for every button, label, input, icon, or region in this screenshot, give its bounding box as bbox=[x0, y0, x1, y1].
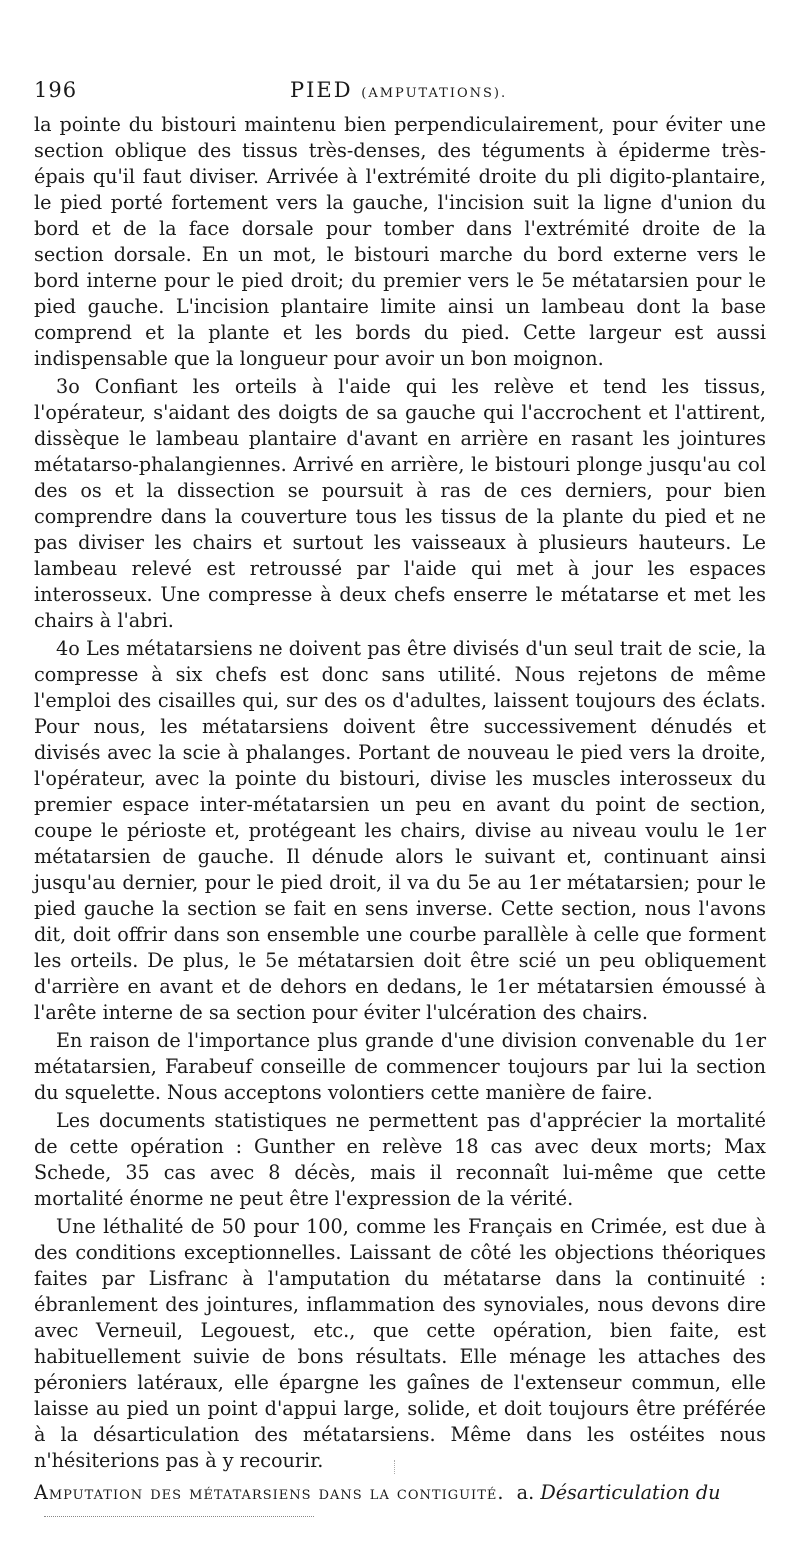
running-title bbox=[290, 78, 507, 102]
scan-mark bbox=[394, 1460, 396, 1474]
paragraph-farabeuf: En raison de l'importance plus grande d'une division convenable du 1er métatarsien, Farabeuf conseille de commencer toujours par lui la section du squelette. Nous acceptons volontiers cette manière de faire. bbox=[34, 1029, 766, 1104]
paragraph-statistics: Les documents statistiques ne permettent pas d'apprécier la mortalité de cette opération : Gunther en relève 18 cas avec deux morts; Max Schede, 35 cas avec 8 décès, mais il reconnaît lui-même que cette mortalité énorme ne peut être l'expression de la vérité. bbox=[34, 1109, 766, 1210]
body-text bbox=[34, 112, 766, 1506]
section-heading-letter: a. bbox=[516, 1481, 535, 1504]
paragraph-incision: la pointe du bistouri maintenu bien perpendiculairement, pour éviter une section oblique des tissus très-denses, des téguments à épiderme très-épais qu'il faut diviser. Arrivée à l'extrémité droite du pli digito-plantaire, le pied porté fortement vers la gauche, l'incision suit la ligne d'union du bord et de la face dorsale pour tomber dans l'extrémité droite de la section dorsale. En un mot, le bistouri marche du bord externe vers le bord interne pour le pied droit; du premier vers le 5e métatarsien pour le pied gauche. L'incision plantaire limite ainsi un lambeau dont la base comprend et la plante et les bords du pied. Cette largeur est aussi indispensable que la longueur pour avoir un bon moignon. bbox=[34, 113, 766, 370]
book-page bbox=[34, 78, 766, 1506]
page-number: 196 bbox=[34, 78, 78, 102]
running-head bbox=[34, 78, 766, 112]
paragraph-step-4: 4o Les métatarsiens ne doivent pas être divisés d'un seul trait de scie, la compresse à six chefs est donc sans utilité. Nous rejetons de même l'emploi des cisailles qui, sur des os d'adultes, laissent toujours des éclats. Pour nous, les métatarsiens doivent être successivement dénudés et divisés avec la scie à phalanges. Portant de nouveau le pied vers la droite, l'opérateur, avec la pointe du bistouri, divise les muscles interosseux du premier espace inter-métatarsien un peu en avant du point de section, coupe le périoste et, protégeant les chairs, divise au niveau voulu le 1er métatarsien de gauche. Il dénude alors le suivant et, continuant ainsi jusqu'au dernier, pour le pied droit, il va du 5e au 1er métatarsien; pour le pied gauche la section se fait en sens inverse. Cette section, nous l'avons dit, doit offrir dans son ensemble une courbe parallèle à celle que forment les orteils. De plus, le 5e métatarsien doit être scié un peu obliquement d'arrière en avant et de dehors en dedans, le 1er métatarsien émoussé à l'arête interne de sa section pour éviter l'ulcération des chairs. bbox=[34, 637, 766, 1024]
paragraph-step-3: 3o Confiant les orteils à l'aide qui les relève et tend les tissus, l'opérateur, s'aidant des doigts de sa gauche qui l'accrochent et l'attirent, dissèque le lambeau plantaire d'avant en arrière en rasant les jointures métatarso-phalangiennes. Arrivé en arrière, le bistouri plonge jusqu'au col des os et la dissection se poursuit à ras de ces derniers, pour bien comprendre dans la couverture tous les tissus de la plante du pied et ne pas diviser les chairs et surtout les vaisseaux à plusieurs hauteurs. Le lambeau relevé est retroussé par l'aide qui met à jour les espaces interosseux. Une compresse à deux chefs enserre le métatarse et met les chairs à l'abri. bbox=[34, 375, 766, 632]
paragraph-lethality: Une léthalité de 50 pour 100, comme les Français en Crimée, est due à des conditions exceptionnelles. Laissant de côté les objections théoriques faites par Lisfranc à l'amputation du métatarse dans la continuité : ébranlement des jointures, inflammation des synoviales, nous devons dire avec Verneuil, Legouest, etc., que cette opération, bien faite, est habituellement suivie de bons résultats. Elle ménage les attaches des péroniers latéraux, elle épargne les gaînes de l'extenseur commun, elle laisse au pied un point d'appui large, solide, et doit toujours être préférée à la désarticulation des métatarsiens. Même dans les ostéites nous n'hésiterions pas à y recourir. bbox=[34, 1215, 766, 1472]
running-title-paren: (AMPUTATIONS). bbox=[361, 86, 508, 101]
section-heading bbox=[34, 1480, 766, 1506]
scan-smudge bbox=[44, 1516, 314, 1520]
running-title-main: PIED bbox=[290, 78, 353, 102]
section-heading-italic: Désarticulation du bbox=[540, 1481, 721, 1504]
section-heading-caps: Amputation des métatarsiens dans la contiguité. bbox=[34, 1481, 505, 1504]
